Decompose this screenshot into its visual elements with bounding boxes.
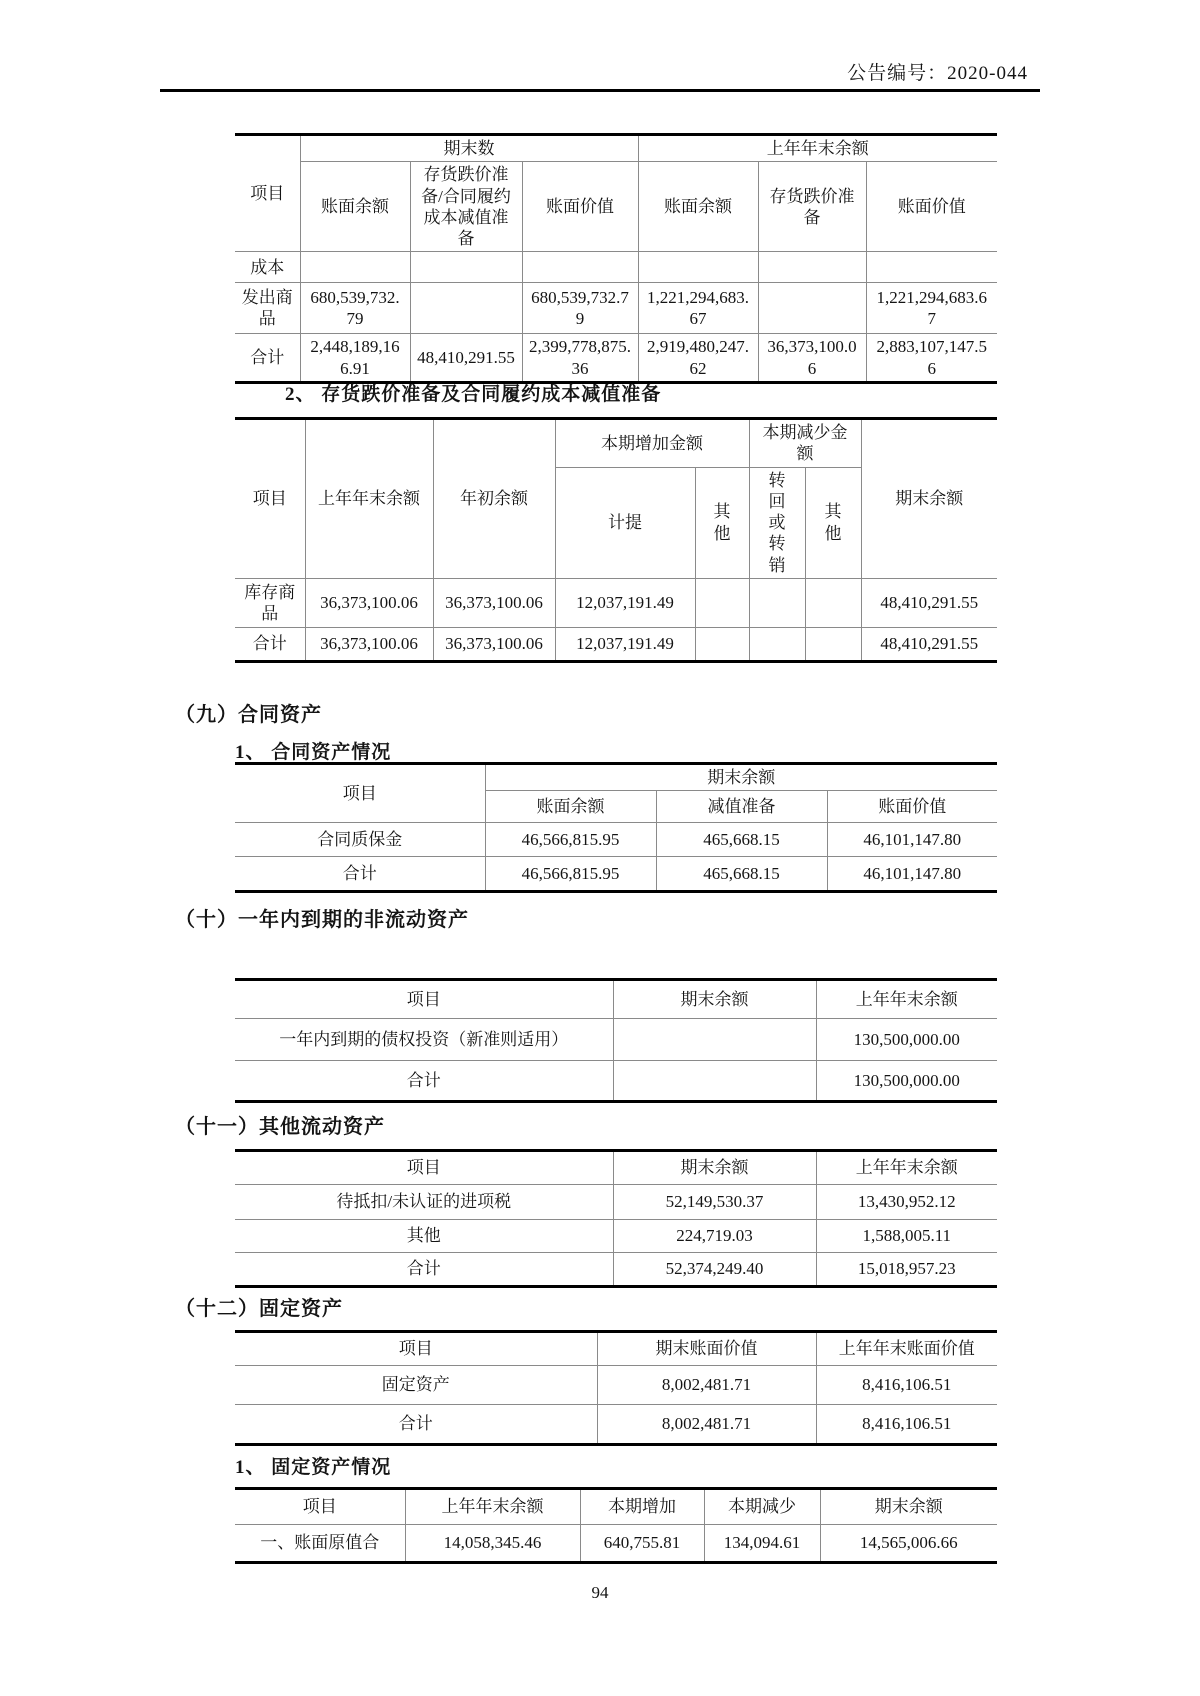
cell: 680,539,732.79 — [300, 283, 410, 334]
row-label: 合计 — [235, 857, 485, 892]
section-title-noncurrent-due-within-one-year: （十）一年内到期的非流动资产 — [175, 909, 469, 931]
cell: 465,668.15 — [656, 823, 827, 857]
cell: 36,373,100.06 — [758, 334, 866, 383]
cell: 8,416,106.51 — [816, 1405, 997, 1445]
section-title-contract-assets: （九）合同资产 — [175, 704, 322, 726]
column-header: 账面余额 — [638, 162, 758, 252]
column-header: 上年年末余额 — [816, 1151, 997, 1185]
table-row-total — [235, 1061, 997, 1102]
column-header-item: 项目 — [235, 419, 305, 579]
cell: 36,373,100.06 — [305, 578, 433, 627]
column-header — [695, 467, 749, 578]
cell: 14,058,345.46 — [405, 1525, 580, 1563]
column-header: 账面余额 — [300, 162, 410, 252]
header-rule — [160, 89, 1040, 92]
table-row — [235, 162, 997, 252]
subsection-title-contract-assets-detail: 1、 合同资产情况 — [235, 742, 392, 763]
cell: 46,101,147.80 — [827, 857, 997, 892]
row-label: 一、账面原值合 — [235, 1525, 405, 1563]
column-header: 存货跌价准备/合同履约成本减值准备 — [410, 162, 522, 252]
cell: 12,037,191.49 — [555, 578, 695, 627]
cell: 2,448,189,166.91 — [300, 334, 410, 383]
column-header: 期末账面价值 — [597, 1332, 816, 1366]
table-row — [235, 1220, 997, 1253]
cell: 12,037,191.49 — [555, 627, 695, 661]
section-title-fixed-assets: （十二）固定资产 — [175, 1298, 343, 1320]
page-number: 94 — [591, 1583, 609, 1602]
cell: 1,221,294,683.67 — [638, 283, 758, 334]
cell: 48,410,291.55 — [410, 334, 522, 383]
cell: 46,101,147.80 — [827, 823, 997, 857]
row-label: 合计 — [235, 1253, 613, 1287]
cell: 8,416,106.51 — [816, 1366, 997, 1405]
column-header-item: 项目 — [235, 764, 485, 823]
row-label: 待抵扣/未认证的进项税 — [235, 1185, 613, 1220]
column-header: 本期减少 — [704, 1489, 820, 1525]
cell: 48,410,291.55 — [861, 578, 997, 627]
column-header: 上年年末余额 — [816, 980, 997, 1019]
cell — [758, 252, 866, 283]
column-header: 期末余额 — [613, 1151, 816, 1185]
column-header: 存货跌价准备 — [758, 162, 866, 252]
column-header — [805, 467, 861, 578]
table-row-total — [235, 627, 997, 661]
cell — [805, 578, 861, 627]
column-header: 计提 — [555, 467, 695, 578]
cell: 48,410,291.55 — [861, 627, 997, 661]
table-row — [235, 1151, 997, 1185]
cell: 36,373,100.06 — [305, 627, 433, 661]
cell: 52,374,249.40 — [613, 1253, 816, 1287]
table-row — [235, 1185, 997, 1220]
row-label: 合计 — [235, 1405, 597, 1445]
column-header-label: 其他 — [713, 502, 731, 543]
table-row — [235, 980, 997, 1019]
row-label: 发出商品 — [235, 283, 300, 334]
cell: 224,719.03 — [613, 1220, 816, 1253]
table-row-total — [235, 1405, 997, 1445]
cell: 465,668.15 — [656, 857, 827, 892]
column-header: 期末余额 — [861, 419, 997, 579]
table-row — [235, 135, 997, 162]
table-row — [235, 578, 997, 627]
cell — [613, 1019, 816, 1061]
row-label: 合计 — [235, 627, 305, 661]
table-row — [235, 283, 997, 334]
inventory-balance-table — [235, 133, 997, 384]
column-header-prior-group: 上年年末余额 — [638, 135, 997, 162]
cell: 46,566,815.95 — [485, 823, 656, 857]
column-header-label: 转回或转销 — [768, 470, 786, 575]
table-row — [235, 823, 997, 857]
cell: 130,500,000.00 — [816, 1061, 997, 1102]
column-header: 账面价值 — [522, 162, 638, 252]
row-label: 一年内到期的债权投资（新准则适用） — [235, 1019, 613, 1061]
row-label: 合计 — [235, 334, 300, 383]
column-header: 减值准备 — [656, 791, 827, 823]
table-row — [235, 1489, 997, 1525]
other-current-assets-table — [235, 1149, 997, 1288]
table-row — [235, 1366, 997, 1405]
table-row — [235, 252, 997, 283]
cell: 2,399,778,875.36 — [522, 334, 638, 383]
fixed-assets-movement-table — [235, 1487, 997, 1564]
cell: 36,373,100.06 — [433, 627, 555, 661]
row-label: 成本 — [235, 252, 300, 283]
announcement-number: 公告编号：2020-044 — [847, 63, 1028, 84]
column-header — [749, 467, 805, 578]
noncurrent-due-table — [235, 978, 997, 1103]
column-header-label: 其他 — [824, 502, 842, 543]
cell — [695, 627, 749, 661]
cell — [410, 283, 522, 334]
row-label: 其他 — [235, 1220, 613, 1253]
cell: 130,500,000.00 — [816, 1019, 997, 1061]
subsection-title-fixed-assets-detail: 1、 固定资产情况 — [235, 1457, 392, 1478]
cell: 52,149,530.37 — [613, 1185, 816, 1220]
cell: 15,018,957.23 — [816, 1253, 997, 1287]
cell: 1,588,005.11 — [816, 1220, 997, 1253]
cell: 14,565,006.66 — [820, 1525, 997, 1563]
cell: 8,002,481.71 — [597, 1405, 816, 1445]
table-row — [235, 419, 997, 468]
row-label: 合同质保金 — [235, 823, 485, 857]
contract-assets-table — [235, 762, 997, 893]
table-row — [235, 1019, 997, 1061]
cell — [695, 578, 749, 627]
cell — [805, 627, 861, 661]
cell: 36,373,100.06 — [433, 578, 555, 627]
cell — [638, 252, 758, 283]
column-header-increase-group: 本期增加金额 — [555, 419, 749, 468]
column-header: 账面价值 — [866, 162, 997, 252]
column-header-item: 项目 — [235, 1489, 405, 1525]
table-row — [235, 1525, 997, 1563]
column-header: 本期增加 — [580, 1489, 704, 1525]
column-header: 上年年末余额 — [305, 419, 433, 579]
column-header: 期末余额 — [613, 980, 816, 1019]
fixed-assets-table — [235, 1330, 997, 1446]
column-header: 上年年末账面价值 — [816, 1332, 997, 1366]
column-header: 期末余额 — [820, 1489, 997, 1525]
cell — [758, 283, 866, 334]
column-header-ending-group: 期末余额 — [485, 764, 997, 791]
cell: 2,883,107,147.56 — [866, 334, 997, 383]
table-row — [235, 1332, 997, 1366]
cell — [613, 1061, 816, 1102]
cell: 13,430,952.12 — [816, 1185, 997, 1220]
table-row-total — [235, 857, 997, 892]
column-header: 账面余额 — [485, 791, 656, 823]
cell: 1,221,294,683.67 — [866, 283, 997, 334]
cell: 680,539,732.79 — [522, 283, 638, 334]
cell: 46,566,815.95 — [485, 857, 656, 892]
column-header: 上年年末余额 — [405, 1489, 580, 1525]
table-row-total — [235, 1253, 997, 1287]
cell: 8,002,481.71 — [597, 1366, 816, 1405]
column-header-ending-group: 期末数 — [300, 135, 638, 162]
cell — [866, 252, 997, 283]
cell — [522, 252, 638, 283]
column-header-decrease-group: 本期减少金额 — [749, 419, 861, 468]
cell: 2,919,480,247.62 — [638, 334, 758, 383]
table-row — [235, 764, 997, 791]
column-header: 年初余额 — [433, 419, 555, 579]
inventory-provision-table — [235, 417, 997, 663]
section-title-other-current-assets: （十一）其他流动资产 — [175, 1116, 385, 1138]
section-title-inventory-provision: 2、 存货跌价准备及合同履约成本减值准备 — [285, 384, 662, 405]
row-label: 库存商品 — [235, 578, 305, 627]
cell — [300, 252, 410, 283]
cell: 134,094.61 — [704, 1525, 820, 1563]
table-row-total — [235, 334, 997, 383]
column-header-item: 项目 — [235, 1151, 613, 1185]
row-label: 固定资产 — [235, 1366, 597, 1405]
column-header: 账面价值 — [827, 791, 997, 823]
column-header-item: 项目 — [235, 980, 613, 1019]
cell — [749, 627, 805, 661]
cell — [749, 578, 805, 627]
cell: 640,755.81 — [580, 1525, 704, 1563]
cell — [410, 252, 522, 283]
column-header-item: 项目 — [235, 135, 300, 252]
column-header-item: 项目 — [235, 1332, 597, 1366]
row-label: 合计 — [235, 1061, 613, 1102]
